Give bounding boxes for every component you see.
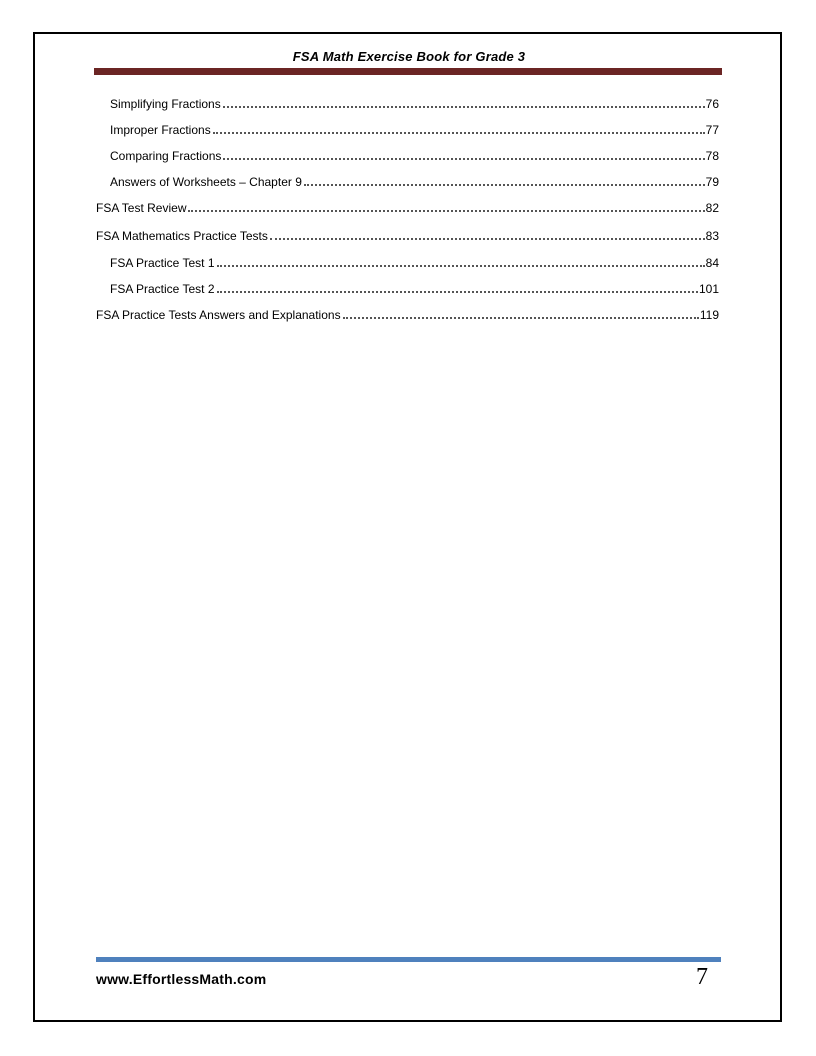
toc-entry[interactable] bbox=[110, 118, 719, 138]
toc-leader-dots bbox=[223, 158, 704, 160]
toc-entry-title: Improper Fractions bbox=[110, 123, 211, 137]
toc-leader-dots bbox=[217, 291, 698, 293]
toc-entry-page: 119 bbox=[699, 308, 719, 322]
toc-entry-page: 76 bbox=[705, 97, 719, 111]
toc-entry-page: 82 bbox=[705, 201, 719, 215]
toc-entry-title: FSA Test Review bbox=[96, 201, 187, 215]
toc-entry-page: 78 bbox=[705, 149, 719, 163]
header-divider bbox=[94, 68, 722, 75]
page-number: 7 bbox=[696, 964, 708, 990]
footer-website: www.EffortlessMath.com bbox=[96, 971, 267, 987]
toc-entry-title: FSA Mathematics Practice Tests bbox=[96, 229, 268, 243]
toc-entry[interactable] bbox=[110, 170, 719, 190]
toc-entry[interactable] bbox=[110, 92, 719, 112]
toc-entry-title: Answers of Worksheets – Chapter 9 bbox=[110, 175, 302, 189]
toc-leader-dots bbox=[217, 265, 705, 267]
toc-entry-page: 101 bbox=[698, 282, 719, 296]
toc-entry[interactable] bbox=[96, 196, 719, 216]
page-header-title: FSA Math Exercise Book for Grade 3 bbox=[292, 49, 526, 64]
toc-entry[interactable] bbox=[96, 224, 719, 244]
toc-leader-dots bbox=[213, 132, 705, 134]
toc-leader-dots bbox=[343, 317, 699, 319]
toc-entry-title: FSA Practice Test 2 bbox=[110, 282, 215, 296]
toc-entry-title: FSA Practice Test 1 bbox=[110, 256, 215, 270]
toc-entry[interactable] bbox=[96, 303, 719, 323]
toc-leader-dots bbox=[223, 106, 705, 108]
toc-entry-page: 83 bbox=[705, 229, 719, 243]
toc-entry[interactable] bbox=[110, 277, 719, 297]
toc-entry-title: Comparing Fractions bbox=[110, 149, 222, 163]
toc-leader-dots bbox=[270, 238, 705, 240]
toc-entry[interactable] bbox=[110, 251, 719, 271]
toc-entry-title: Simplifying Fractions bbox=[110, 97, 221, 111]
toc-leader-dots bbox=[188, 210, 704, 212]
toc-entry-page: 77 bbox=[705, 123, 719, 137]
toc-entry-page: 84 bbox=[705, 256, 719, 270]
footer-divider bbox=[96, 957, 721, 962]
toc-entry-page: 79 bbox=[705, 175, 719, 189]
toc-leader-dots bbox=[304, 184, 705, 186]
toc-entry-title: FSA Practice Tests Answers and Explanations bbox=[96, 308, 341, 322]
toc-entry[interactable] bbox=[110, 144, 719, 164]
